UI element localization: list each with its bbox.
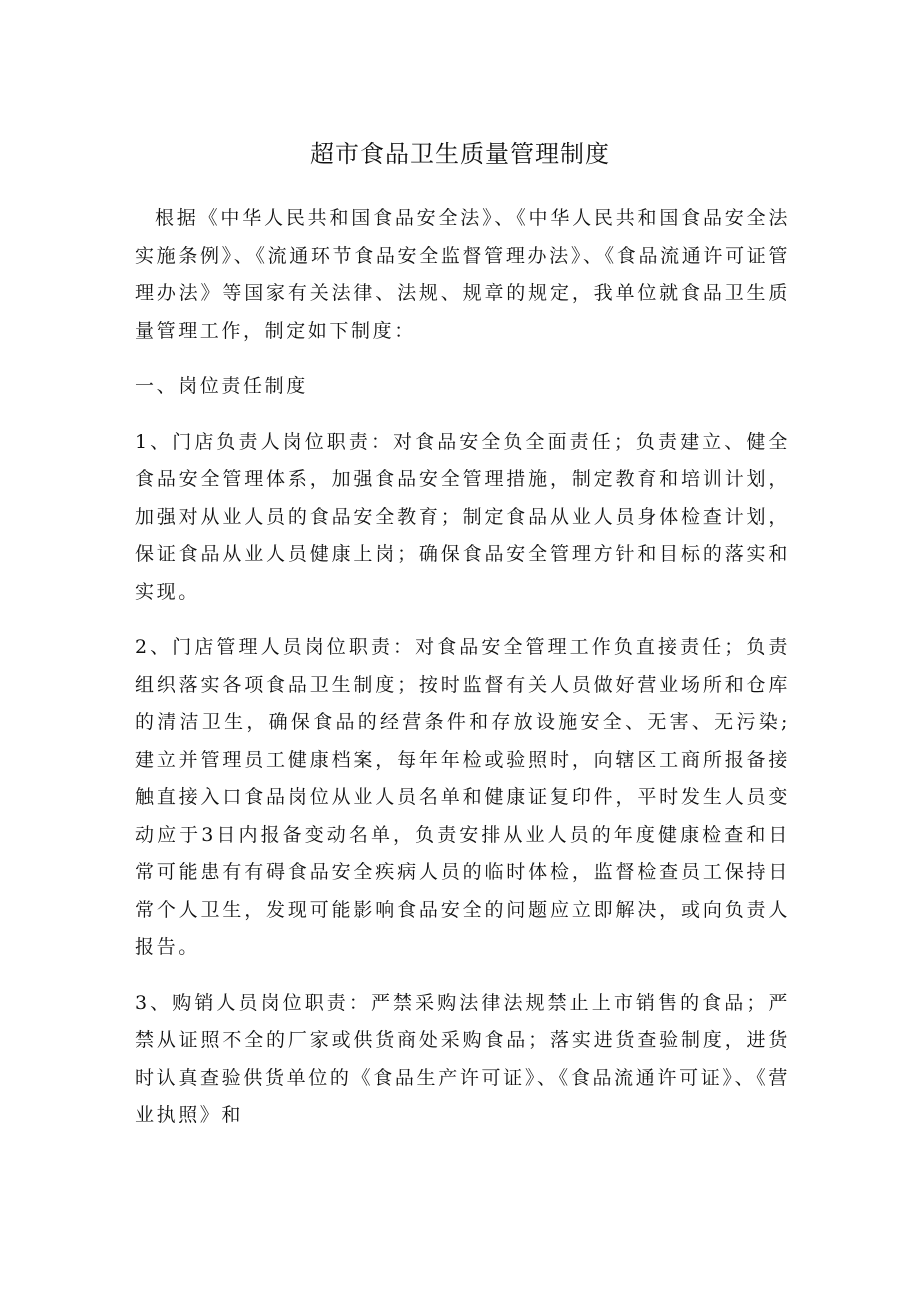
paragraph-purchasing-staff: 3、购销人员岗位职责：严禁采购法律法规禁止上市销售的食品；严禁从证照不全的厂家或供货商处采购食品；落实进货查验制度，进货时认真查验供货单位的《食品生产许可证》、《食品流通许可证》、《营业执照》和 bbox=[135, 991, 790, 1126]
paragraph-store-manager: 1、门店负责人岗位职责：对食品安全负全面责任；负责建立、健全食品安全管理体系，加强食品安全管理措施，制定教育和培训计划，加强对从业人员的食品安全教育；制定食品从业人员身体检查计划，保证食品从业人员健康上岗；确保食品安全管理方针和目标的落实和实现。 bbox=[135, 430, 790, 603]
section-heading: 一、岗位责任制度 bbox=[135, 375, 308, 397]
intro-paragraph: 根据《中华人民共和国食品安全法》、《中华人民共和国食品安全法实施条例》、《流通环节食品安全监督管理办法》、《食品流通许可证管理办法》等国家有关法律、法规、规章的规定，我单位就食品卫生质量管理工作，制定如下制度： bbox=[135, 207, 790, 342]
paragraph-store-management-staff: 2、门店管理人员岗位职责：对食品安全管理工作负直接责任；负责组织落实各项食品卫生制度；按时监督有关人员做好营业场所和仓库的清洁卫生，确保食品的经营条件和存放设施安全、无害、无污染;建立并管理员工健康档案，每年年检或验照时，向辖区工商所报备接触直接入口食品岗位从业人员名单和健康证复印件，平时发生人员变动应于3日内报备变动名单，负责安排从业人员的年度健康检查和日常可能患有有碍食品安全疾病人员的临时体检，监督检查员工保持日常个人卫生，发现可能影响食品安全的问题应立即解决，或向负责人报告。 bbox=[135, 636, 790, 958]
document-body bbox=[135, 200, 790, 1135]
document-title: 超市食品卫生质量管理制度 bbox=[310, 140, 610, 168]
